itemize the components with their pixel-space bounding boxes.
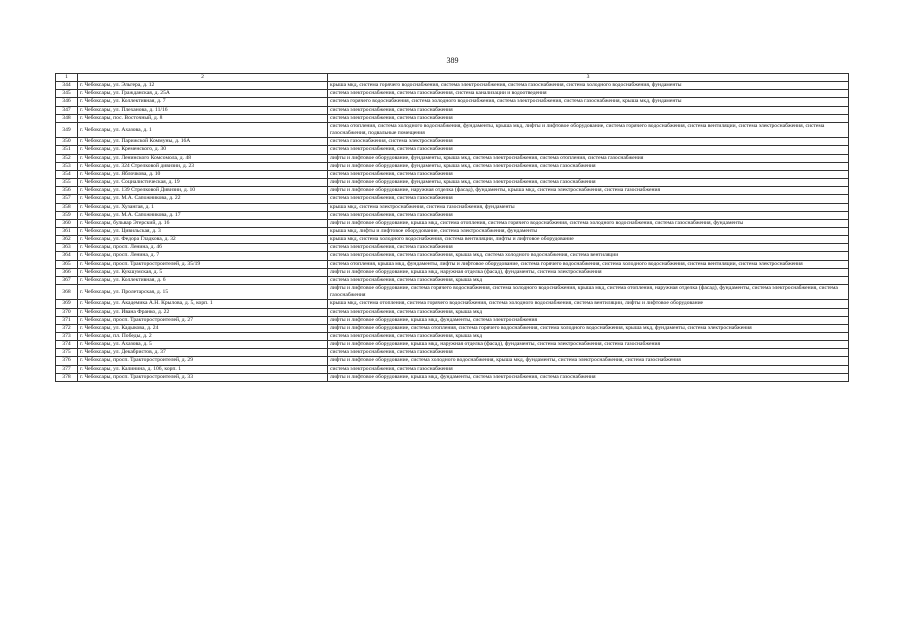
row-systems: система электроснабжения, система газоснабжения <box>328 146 849 154</box>
row-address: г. Чебоксары, ул. Ивана Франко, д. 22 <box>78 308 328 316</box>
column-header-systems: 3 <box>328 74 849 82</box>
row-number: 345 <box>56 90 78 98</box>
column-header-number: 1 <box>56 74 78 82</box>
table-row <box>56 187 849 195</box>
row-systems: система электроснабжения, система газоснабжения <box>328 195 849 203</box>
row-number: 369 <box>56 300 78 308</box>
table-row <box>56 260 849 268</box>
table-header-row <box>56 74 849 82</box>
row-address: г. Чебоксары, просп. Ленина, д. 46 <box>78 244 328 252</box>
row-number: 360 <box>56 219 78 227</box>
row-address: г. Чебоксары, ул. Яблочкова, д. 10 <box>78 170 328 178</box>
table-row <box>56 170 849 178</box>
row-systems: система электроснабжения, система газоснабжения <box>328 349 849 357</box>
row-address: г. Чебоксары, просп. Тракторостроителей, д. 27 <box>78 316 328 324</box>
row-address: г. Чебоксары, ул. Пролетарская, д. 15 <box>78 285 328 300</box>
row-address: г. Чебоксары, ул. Хузангая, д. 1 <box>78 203 328 211</box>
table-row <box>56 154 849 162</box>
row-address: г. Чебоксары, ул. Кременского, д. 30 <box>78 146 328 154</box>
row-address: г. Чебоксары, ул. Федора Гладкова, д. 32 <box>78 236 328 244</box>
row-number: 363 <box>56 244 78 252</box>
row-systems: крыша мкд, система холодного водоснабжения, система вентиляции, лифты и лифтовое оборудование <box>328 236 849 244</box>
row-systems: система электроснабжения, система газоснабжения, система канализации и водоотведения <box>328 90 849 98</box>
table-row <box>56 114 849 122</box>
page-number: 389 <box>446 56 459 65</box>
table-row <box>56 236 849 244</box>
row-number: 375 <box>56 349 78 357</box>
row-number: 368 <box>56 285 78 300</box>
row-number: 367 <box>56 276 78 284</box>
table-row <box>56 122 849 137</box>
row-address: г. Чебоксары, ул. Плеханова, д. 11/16 <box>78 106 328 114</box>
row-number: 372 <box>56 324 78 332</box>
table-row <box>56 211 849 219</box>
row-address: г. Чебоксары, ул. Ахазова, д. 5 <box>78 341 328 349</box>
table-body <box>56 74 849 382</box>
row-address: г. Чебоксары, просп. Тракторостроителей, д. 29 <box>78 357 328 365</box>
table-row <box>56 365 849 373</box>
table-row <box>56 268 849 276</box>
table-row <box>56 146 849 154</box>
row-number: 355 <box>56 179 78 187</box>
row-systems: система электроснабжения, система газоснабжения <box>328 170 849 178</box>
row-systems: система электроснабжения, система газоснабжения, крыша мкд <box>328 308 849 316</box>
row-address: г. Чебоксары, ул. Эльгера, д. 12 <box>78 82 328 90</box>
row-number: 362 <box>56 236 78 244</box>
row-systems: лифты и лифтовое оборудование, крыша мкд, фундаменты, система электроснабжения, система газоснабжения <box>328 373 849 381</box>
row-systems: лифты и лифтовое оборудование, система горячего водоснабжения, система холодного водоснабжения, крыша мкд, система отопления, наружная отделка (фасад), фундаменты, система электроснабжения, система газоснабжения <box>328 285 849 300</box>
row-number: 373 <box>56 333 78 341</box>
row-address: г. Чебоксары, ул. Гражданская, д. 25А <box>78 90 328 98</box>
row-number: 364 <box>56 252 78 260</box>
row-address: г. Чебоксары, ул. Парижской Коммуны, д. 16А <box>78 138 328 146</box>
table-row <box>56 244 849 252</box>
row-systems: крыша мкд, система электроснабжения, система газоснабжения, фундаменты <box>328 203 849 211</box>
row-address: г. Чебоксары, пос. Восточный, д. 8 <box>78 114 328 122</box>
row-number: 376 <box>56 357 78 365</box>
table-row <box>56 90 849 98</box>
row-address: г. Чебоксары, ул. Кадыкова, д. 24 <box>78 324 328 332</box>
row-number: 352 <box>56 154 78 162</box>
row-systems: крыша мкд, лифты и лифтовое оборудование, система электроснабжения, фундаменты <box>328 227 849 235</box>
row-systems: лифты и лифтовое оборудование, фундаменты, крыша мкд, система электроснабжения, система газоснабжения <box>328 179 849 187</box>
table-row <box>56 357 849 365</box>
row-address: г. Чебоксары, ул. Социалистическая, д. 19 <box>78 179 328 187</box>
row-systems: система отопления, система холодного водоснабжения, фундаменты, крыша мкд, лифты и лифтовое оборудование, система горячего водоснабжения, система вентиляции, система электроснабжения, система газоснабжения, подвальные помещения <box>328 122 849 137</box>
row-systems: лифты и лифтовое оборудование, фундаменты, крыша мкд, система электроснабжения, система отопления, система газоснабжения <box>328 154 849 162</box>
row-number: 370 <box>56 308 78 316</box>
row-number: 358 <box>56 203 78 211</box>
table-row <box>56 106 849 114</box>
table-row <box>56 324 849 332</box>
row-systems: лифты и лифтовое оборудование, наружная отделка (фасад), фундаменты, крыша мкд, система электроснабжения, система газоснабжения <box>328 187 849 195</box>
table-row <box>56 162 849 170</box>
row-address: г. Чебоксары, ул. М.А. Сапожникова, д. 22 <box>78 195 328 203</box>
row-address: г. Чебоксары, ул. М.А. Сапожникова, д. 17 <box>78 211 328 219</box>
row-number: 353 <box>56 162 78 170</box>
table-row <box>56 341 849 349</box>
row-address: г. Чебоксары, просп. Тракторостроителей, д. 33 <box>78 373 328 381</box>
row-number: 348 <box>56 114 78 122</box>
row-systems: система электроснабжения, система газоснабжения, крыша мкд <box>328 276 849 284</box>
table-row <box>56 349 849 357</box>
row-number: 366 <box>56 268 78 276</box>
row-systems: система электроснабжения, система газоснабжения <box>328 244 849 252</box>
row-number: 350 <box>56 138 78 146</box>
row-systems: лифты и лифтовое оборудование, система отопления, система горячего водоснабжения, система холодного водоснабжения, крыша мкд, фундаменты, система электроснабжения <box>328 324 849 332</box>
row-address: г. Чебоксары, ул. Коллективная, д. 6 <box>78 276 328 284</box>
table-row <box>56 316 849 324</box>
row-number: 359 <box>56 211 78 219</box>
row-number: 354 <box>56 170 78 178</box>
row-address: г. Чебоксары, просп. Тракторостроителей, д. 35/19 <box>78 260 328 268</box>
table-row <box>56 219 849 227</box>
table-row <box>56 308 849 316</box>
row-systems: лифты и лифтовое оборудование, крыша мкд, наружная отделка (фасад), фундаменты, система электроснабжения, система газоснабжения <box>328 341 849 349</box>
table-row <box>56 285 849 300</box>
row-systems: система газоснабжения, система электроснабжения <box>328 138 849 146</box>
row-systems: лифты и лифтовое оборудование, крыша мкд, система отопления, система горячего водоснабжения, система холодного водоснабжения, система газоснабжения, фундаменты <box>328 219 849 227</box>
row-number: 351 <box>56 146 78 154</box>
row-systems: система электроснабжения, система газоснабжения <box>328 211 849 219</box>
row-number: 378 <box>56 373 78 381</box>
row-address: г. Чебоксары, пл. Победы, д. 2 <box>78 333 328 341</box>
table-row <box>56 227 849 235</box>
buildings-table <box>55 73 849 382</box>
table-row <box>56 179 849 187</box>
table-row <box>56 82 849 90</box>
row-address: г. Чебоксары, ул. Академика А.Н. Крылова, д. 5, корп. 1 <box>78 300 328 308</box>
row-systems: система отопления, крыша мкд, фундаменты, лифты и лифтовое оборудование, система горячего водоснабжения, система холодного водоснабжения, система вентиляции, система электроснабжения <box>328 260 849 268</box>
row-systems: система электроснабжения, система газоснабжения <box>328 114 849 122</box>
row-number: 374 <box>56 341 78 349</box>
row-systems: лифты и лифтовое оборудование, крыша мкд, наружная отделка (фасад), фундаменты, система электроснабжения <box>328 268 849 276</box>
row-address: г. Чебоксары, просп. Ленина, д. 7 <box>78 252 328 260</box>
table-row <box>56 195 849 203</box>
row-number: 347 <box>56 106 78 114</box>
table-row <box>56 203 849 211</box>
row-address: г. Чебоксары, ул. Ленинского Комсомола, д. 48 <box>78 154 328 162</box>
row-number: 357 <box>56 195 78 203</box>
row-number: 356 <box>56 187 78 195</box>
row-systems: лифты и лифтовое оборудование, крыша мкд, фундаменты, система электроснабжения <box>328 316 849 324</box>
row-systems: система электроснабжения, система газоснабжения, крыша мкд <box>328 333 849 341</box>
column-header-address: 2 <box>78 74 328 82</box>
row-number: 361 <box>56 227 78 235</box>
row-number: 377 <box>56 365 78 373</box>
row-number: 349 <box>56 122 78 137</box>
row-address: г. Чебоксары, ул. Калинина, д. 106, корп. 1 <box>78 365 328 373</box>
row-systems: система горячего водоснабжения, система холодного водоснабжения, система электроснабжения, система газоснабжения, крыша мкд, фундаменты <box>328 98 849 106</box>
row-address: г. Чебоксары, ул. Коллективная, д. 7 <box>78 98 328 106</box>
row-address: г. Чебоксары, ул. 324 Стрелковой дивизии, д. 23 <box>78 162 328 170</box>
row-number: 365 <box>56 260 78 268</box>
row-number: 344 <box>56 82 78 90</box>
row-number: 371 <box>56 316 78 324</box>
table-row <box>56 98 849 106</box>
row-address: г. Чебоксары, ул. Кукшумская, д. 5 <box>78 268 328 276</box>
table-row <box>56 333 849 341</box>
row-systems: крыша мкд, система отопления, система горячего водоснабжения, система холодного водоснабжения, система вентиляции, лифты и лифтовое оборудование <box>328 300 849 308</box>
row-systems: система электроснабжения, система газоснабжения, крыша мкд, система холодного водоснабжения, система вентиляции <box>328 252 849 260</box>
table-row <box>56 138 849 146</box>
table-row <box>56 373 849 381</box>
row-systems: лифты и лифтовое оборудование, фундаменты, крыша мкд, система электроснабжения, система газоснабжения <box>328 162 849 170</box>
row-systems: система электроснабжения, система газоснабжения <box>328 365 849 373</box>
row-address: г. Чебоксары, ул. Цивильская, д. 3 <box>78 227 328 235</box>
table-row <box>56 276 849 284</box>
row-systems: система электроснабжения, система газоснабжения <box>328 106 849 114</box>
table-row <box>56 300 849 308</box>
row-number: 346 <box>56 98 78 106</box>
row-systems: крыша мкд, система горячего водоснабжения, система электроснабжения, система газоснабжения, система холодного водоснабжения, фундаменты <box>328 82 849 90</box>
row-address: г. Чебоксары, ул. Декабристов, д. 37 <box>78 349 328 357</box>
table-row <box>56 252 849 260</box>
row-address: г. Чебоксары, бульвар Эгерский, д. 16 <box>78 219 328 227</box>
row-address: г. Чебоксары, ул. Ахазова, д. 1 <box>78 122 328 137</box>
row-address: г. Чебоксары, ул. 139 Стрелковой Дивизии, д. 10 <box>78 187 328 195</box>
row-systems: лифты и лифтовое оборудование, система холодного водоснабжения, крыша мкд, фундаменты, система электроснабжения, система газоснабжения <box>328 357 849 365</box>
